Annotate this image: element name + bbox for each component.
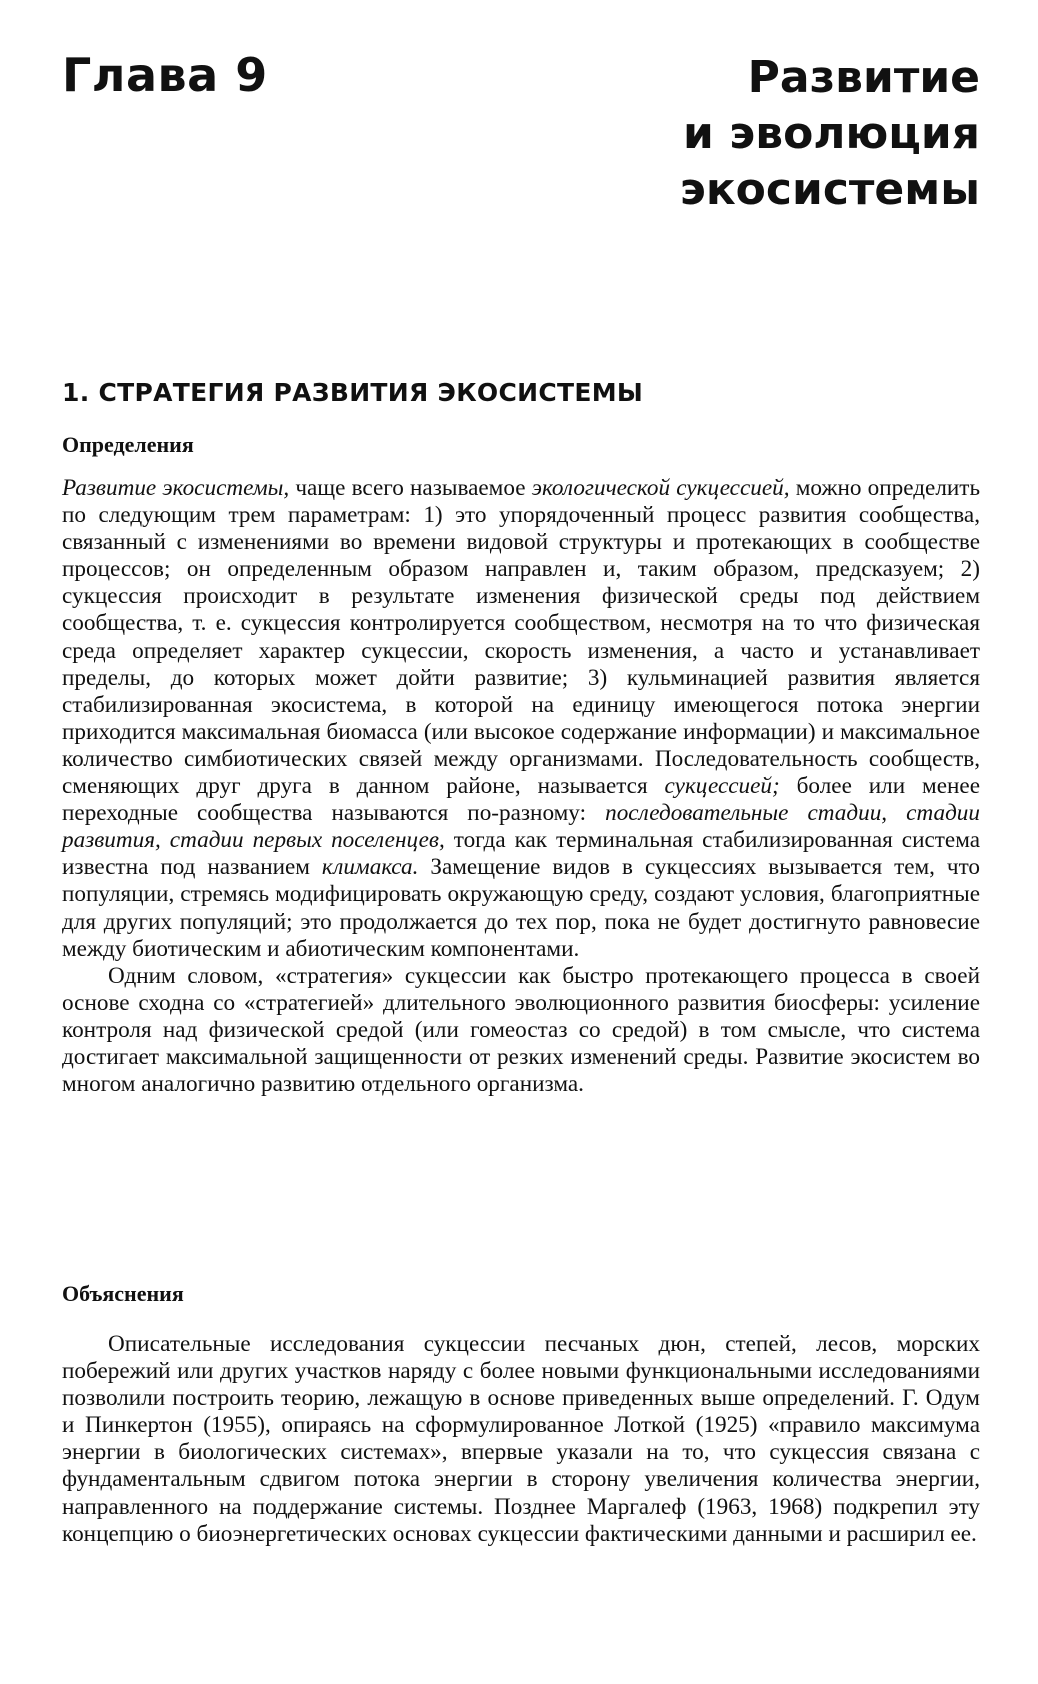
chapter-title-line: экосистемы xyxy=(679,164,980,215)
text-run: сукцессией; xyxy=(664,773,780,800)
chapter-title-line: Развитие xyxy=(747,52,980,103)
text-run: более или менее переходные сообщества называются по-разному: xyxy=(62,773,980,827)
explanations-text xyxy=(62,1331,980,1548)
definitions-paragraph-1 xyxy=(62,475,980,963)
section-heading: 1. СТРАТЕГИЯ РАЗВИТИЯ ЭКОСИСТЕМЫ xyxy=(62,378,644,407)
text-run: Развитие экосистемы, xyxy=(62,475,290,501)
text-run: тогда как терминальная стабилизированная система известна под названием xyxy=(62,827,980,881)
text-run: экологической сукцессией, xyxy=(531,475,790,501)
definitions-text xyxy=(62,475,980,1098)
chapter-title-line: и эволюция xyxy=(683,108,980,159)
text-run: можно определить по следующим трем параметрам: 1) это упорядоченный процесс развития сообщества, связанный с изменениями во времени видовой структуры и протекающих в сообществе процессов; он определенным образом направлен и, таким образом, предсказуем; 2) сукцессия происходит в результате изменения физической среды под действием сообщества, т. е. сукцессия контролируется сообществом, несмотря на то что физическая среда определяет характер сукцессии, скорость изменения, а часто и устанавливает пределы, до которых может дойти развитие; 3) кульминацией развития является стабилизированная экосистема, в которой на единицу имеющегося потока энергии приходится максимальная биомасса (или высокое содержание информации) и максимальное количество симбиотических связей между организмами. Последовательность сообществ, сменяющих друг друга в данном районе, называется xyxy=(62,475,981,800)
chapter-title xyxy=(560,50,980,218)
text-run: климакса. xyxy=(321,854,419,881)
text-run: Замещение видов в сукцессиях вызывается тем, что популяции, стремясь модифицировать окружающую среду, создают условия, благоприятные для других популяций; это продолжается до тех пор, пока не будет достигнуто равновесие между биотическим и абиотическим компонентами. xyxy=(62,854,980,962)
chapter-number: Глава 9 xyxy=(62,48,268,102)
definitions-paragraph-2: Одним словом, «стратегия» сукцессии как быстро протекающего процесса в своей основе сходна со «стратегией» длительного эволюционного развития биосферы: усиление контроля над физической средой (или гомеостаз со средой) в том смысле, что система достигает максимальной защищенности от резких изменений среды. Развитие экосистем во многом аналогично развитию отдельного организма. xyxy=(62,962,980,1098)
text-run: чаще всего называемое xyxy=(295,475,532,501)
definitions-heading: Определения xyxy=(62,432,194,457)
text-run: последовательные стадии, стадии развития, стадии первых поселенцев, xyxy=(62,800,980,854)
explanations-heading: Объяснения xyxy=(62,1281,184,1306)
explanations-paragraph-1: Описательные исследования сукцессии песчаных дюн, степей, лесов, морских побережий или других участков наряду с более новыми функциональными исследованиями позволили построить теорию, лежащую в основе приведенных выше определений. Г. Одум и Пинкертон (1955), опираясь на сформулированное Лоткой (1925) «правило максимума энергии в биологических системах», впервые указали на то, что сукцессия связана с фундаментальным сдвигом потока энергии в сторону увеличения количества энергии, направленного на поддержание системы. Позднее Маргалеф (1963, 1968) подкрепил эту концепцию о биоэнергетических основах сукцессии фактическими данными и расширил ее. xyxy=(62,1331,980,1547)
